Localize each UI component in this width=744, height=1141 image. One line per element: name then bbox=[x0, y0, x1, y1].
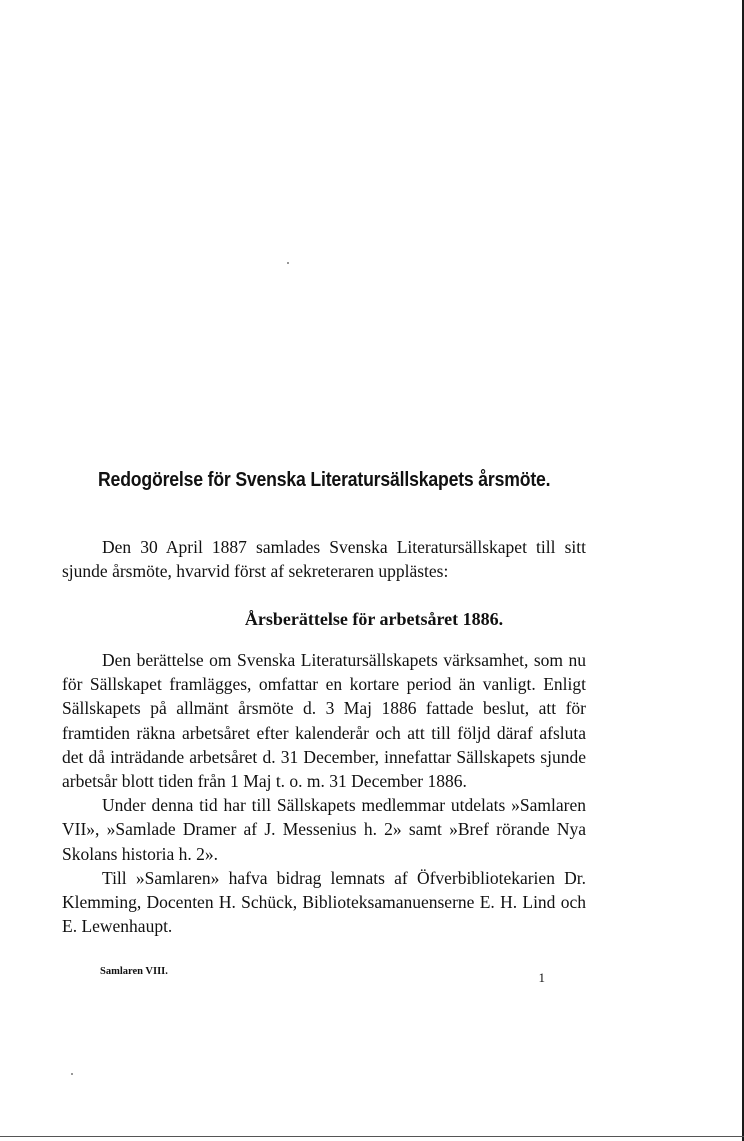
report-paragraph: Under denna tid har till Sällskapets medlemmar utdelats »Samlaren VII», »Samlade Dramer af J. Messenius h. 2» samt »Bref rörande Nya Skolans historia h. 2». bbox=[62, 795, 586, 864]
intro-block bbox=[62, 535, 586, 583]
report-paragraph: Till »Samlaren» hafva bidrag lemnats af Öfverbibliotekarien Dr. Klemming, Docenten H. Schück, Biblioteksamanuenserne E. H. Lind och E. Lewenhaupt. bbox=[62, 867, 586, 937]
section-title: Årsberättelse för arbetsåret 1886. bbox=[244, 609, 504, 629]
page-title: Redogörelse för Svenska Literatursällskapets årsmöte. bbox=[98, 468, 551, 491]
signature-note: Samlaren VIII. bbox=[100, 966, 168, 977]
report-paragraph: Den berättelse om Svenska Literatursällskapets värksamhet, som nu för Sällskapet framlägges, omfattar en kortare period än vanligt. Enligt Sällskapets på allmänt årsmöte d. 3 Maj 1886 fattade beslut, att för framtiden räkna arbetsåret efter kalenderår och att till följd däraf afsluta det då inträdande arbetsåret d. 31 December, innefattar Sällskapets sjunde arbetsår blott tiden från 1 Maj t. o. m. 31 December 1886. bbox=[62, 650, 586, 792]
report-block bbox=[62, 648, 586, 938]
scan-speck bbox=[71, 1073, 73, 1075]
scan-speck bbox=[287, 262, 289, 264]
intro-paragraph: Den 30 April 1887 samlades Svenska Literatursällskapet till sitt sjunde årsmöte, hvarvid först af sekreteraren upplästes: bbox=[62, 537, 586, 582]
scan-edge-bottom bbox=[0, 1136, 744, 1137]
page-number: 1 bbox=[538, 970, 545, 985]
